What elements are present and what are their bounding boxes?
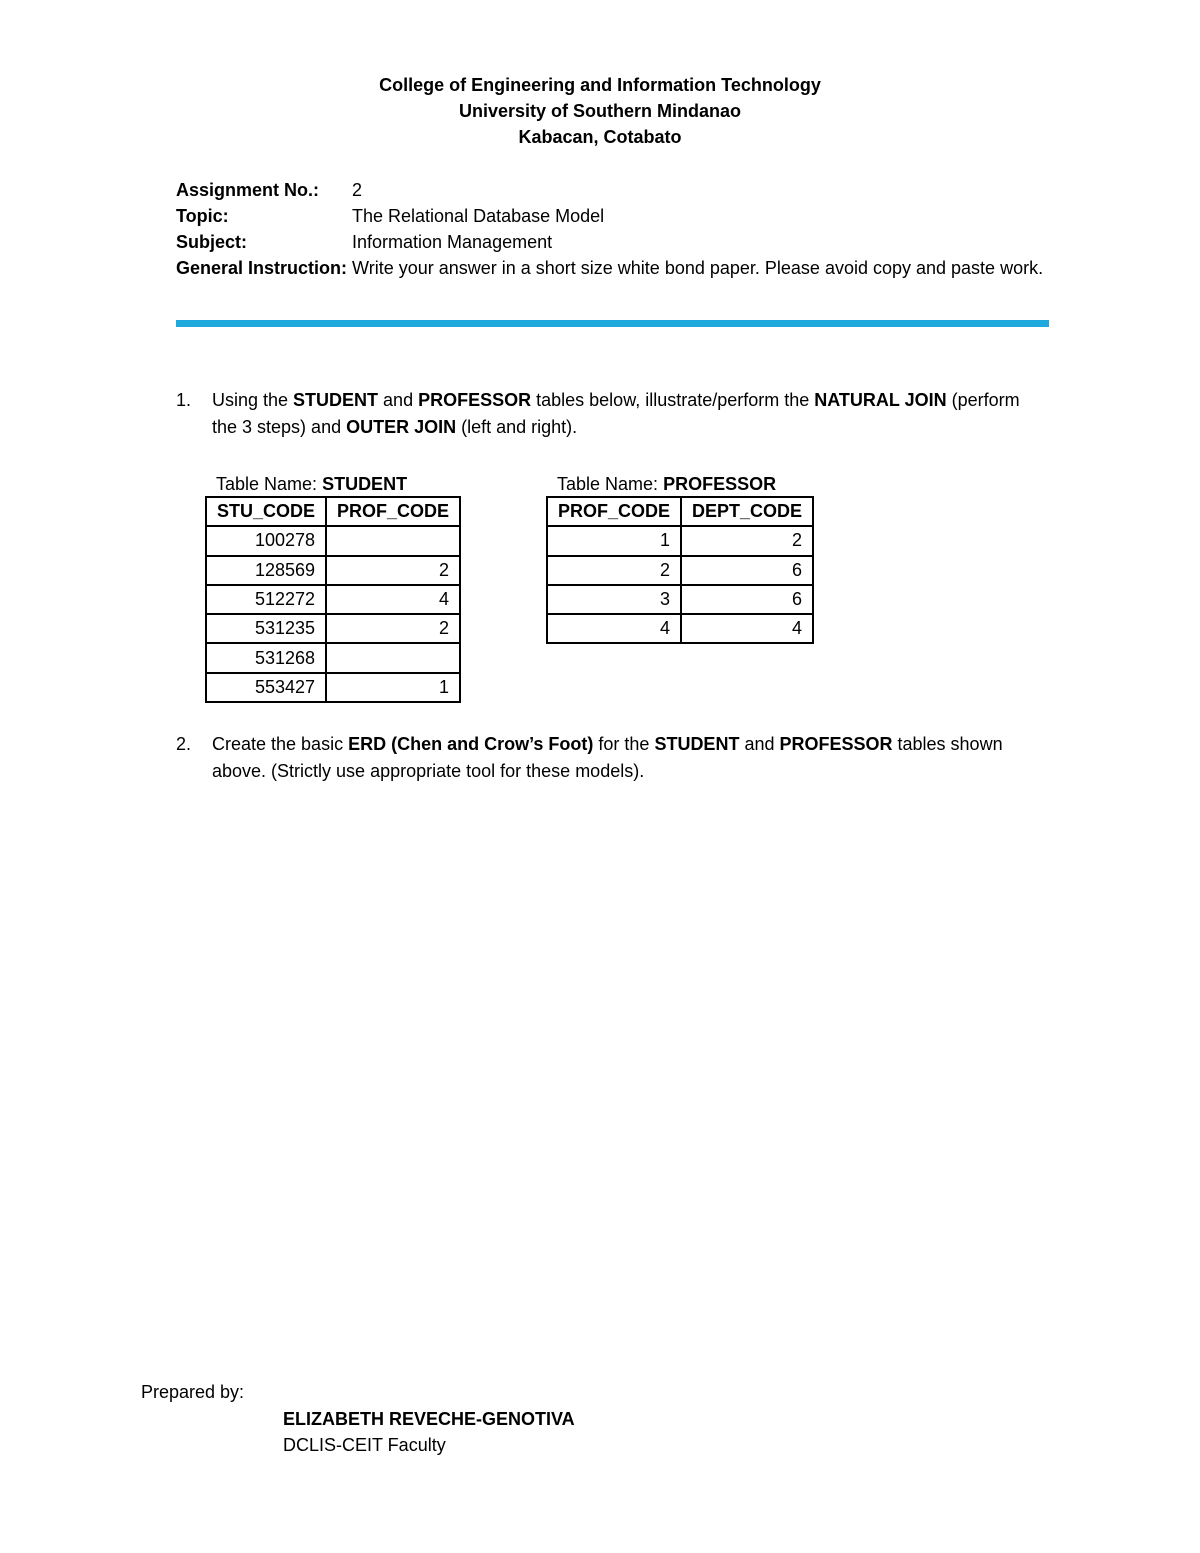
emphasized-text: PROFESSOR	[418, 390, 532, 410]
question-1-text	[212, 387, 1042, 441]
question-1-number: 1.	[176, 390, 192, 410]
assignment-row	[176, 177, 1056, 203]
author-name: ELIZABETH REVECHE-GENOTIVA	[283, 1409, 575, 1429]
university-name: University of Southern Mindanao	[458, 101, 742, 121]
table-cell: 3	[547, 585, 681, 614]
text-segment: and	[739, 734, 780, 754]
table-cell: 512272	[206, 585, 326, 614]
subject-value: Information Management	[352, 232, 553, 252]
instruction-label: General Instruction:	[176, 258, 348, 278]
student-table-caption	[216, 472, 407, 496]
header-divider	[176, 320, 1049, 327]
topic-row	[176, 203, 1056, 229]
emphasized-text: STUDENT	[654, 734, 740, 754]
professor-caption-name: PROFESSOR	[663, 474, 777, 494]
text-segment: for the	[593, 734, 655, 754]
professor-table-caption	[557, 472, 776, 496]
student-row	[206, 614, 460, 643]
instruction-text: Write your answer in a short size white bond paper. Please avoid copy and paste work.	[347, 258, 1044, 278]
question-2	[176, 731, 1056, 785]
text-segment: (perform the 3 steps) and	[212, 390, 1020, 437]
assignment-label: Assignment No.:	[176, 180, 320, 200]
prepared-by-label: Prepared by:	[141, 1382, 245, 1402]
student-row	[206, 585, 460, 614]
text-segment: Using the	[212, 390, 294, 410]
text-segment: tables below, illustrate/perform the	[531, 390, 815, 410]
column-header: PROF_CODE	[326, 497, 460, 526]
professor-caption-prefix: Table Name:	[557, 474, 664, 494]
assignment-details	[176, 177, 1056, 281]
document-header	[0, 72, 1200, 150]
student-row	[206, 643, 460, 672]
table-cell: 1	[326, 673, 460, 702]
subject-row	[176, 229, 1056, 255]
column-header: PROF_CODE	[547, 497, 681, 526]
topic-value: The Relational Database Model	[352, 206, 605, 226]
professor-row	[547, 614, 813, 643]
table-cell: 2	[326, 556, 460, 585]
student-caption-name: STUDENT	[322, 474, 408, 494]
professor-row	[547, 556, 813, 585]
student-caption-prefix: Table Name:	[216, 474, 323, 494]
table-cell: 4	[326, 585, 460, 614]
text-segment: tables shown above. (Strictly use appropriate tool for these models).	[212, 734, 1003, 781]
general-instruction	[176, 255, 1056, 281]
text-segment: Create the basic	[212, 734, 349, 754]
table-cell: 6	[681, 556, 813, 585]
column-header: DEPT_CODE	[681, 497, 813, 526]
text-segment: and	[378, 390, 419, 410]
table-cell: 1	[547, 526, 681, 555]
professor-header-row	[547, 497, 813, 526]
professor-row	[547, 526, 813, 555]
student-row	[206, 556, 460, 585]
professor-row	[547, 585, 813, 614]
table-cell: 128569	[206, 556, 326, 585]
assignment-value: 2	[352, 180, 363, 200]
emphasized-text: OUTER JOIN	[346, 417, 457, 437]
student-row	[206, 526, 460, 555]
table-cell: 100278	[206, 526, 326, 555]
university-location: Kabacan, Cotabato	[518, 127, 682, 147]
subject-label: Subject:	[176, 232, 248, 252]
column-header: STU_CODE	[206, 497, 326, 526]
table-cell: 531268	[206, 643, 326, 672]
emphasized-text: STUDENT	[293, 390, 379, 410]
table-cell	[326, 643, 460, 672]
table-cell: 4	[547, 614, 681, 643]
table-cell: 2	[326, 614, 460, 643]
question-2-text	[212, 731, 1042, 785]
table-cell: 531235	[206, 614, 326, 643]
student-header-row	[206, 497, 460, 526]
professor-table	[546, 496, 814, 644]
student-row	[206, 673, 460, 702]
college-name: College of Engineering and Information Technology	[379, 75, 821, 95]
emphasized-text: PROFESSOR	[779, 734, 893, 754]
author-role: DCLIS-CEIT Faculty	[283, 1435, 446, 1455]
emphasized-text: ERD (Chen and Crow’s Foot)	[348, 734, 594, 754]
topic-label: Topic:	[176, 206, 229, 226]
question-1	[176, 387, 1056, 441]
question-2-number: 2.	[176, 734, 192, 754]
table-cell: 2	[547, 556, 681, 585]
table-cell: 4	[681, 614, 813, 643]
table-cell: 6	[681, 585, 813, 614]
table-cell	[326, 526, 460, 555]
student-table	[205, 496, 461, 703]
table-cell: 553427	[206, 673, 326, 702]
text-segment: (left and right).	[456, 417, 578, 437]
emphasized-text: NATURAL JOIN	[814, 390, 947, 410]
table-cell: 2	[681, 526, 813, 555]
